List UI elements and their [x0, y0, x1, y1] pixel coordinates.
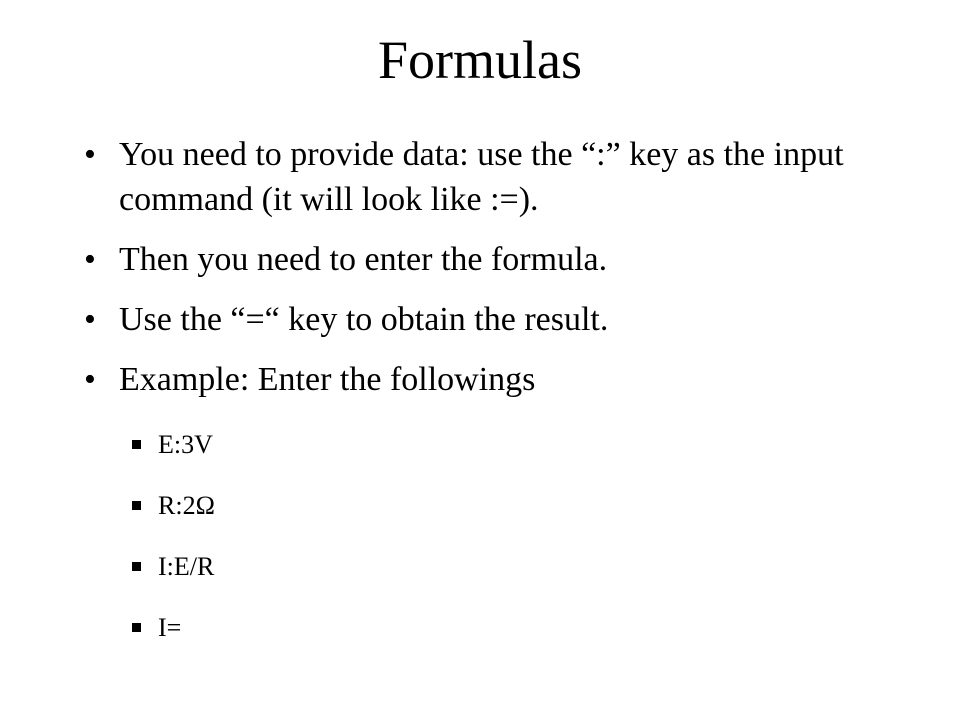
sub-bullet-item [130, 428, 215, 462]
sub-bullet-text: I:E/R [158, 552, 215, 581]
bullet-dot-icon: • [84, 136, 96, 173]
bullet-item [84, 237, 884, 282]
sub-bullet-text: R:2Ω [158, 491, 215, 520]
bullet-item [84, 357, 884, 402]
sub-bullet-text: E:3V [158, 430, 213, 459]
sub-bullet-item [130, 611, 215, 645]
sub-bullet-text: I= [158, 613, 182, 642]
square-bullet-icon [132, 623, 141, 632]
bullet-item [84, 297, 884, 342]
slide-title: Formulas [377, 30, 582, 90]
square-bullet-icon [132, 440, 141, 449]
sub-bullet-item [130, 550, 215, 584]
bullet-dot-icon: • [84, 361, 96, 398]
square-bullet-icon [132, 562, 141, 571]
bullet-text: You need to provide data: use the “:” key as the input command (it will look like :=). [119, 136, 844, 218]
bullet-text: Use the “=“ key to obtain the result. [119, 301, 609, 338]
bullet-item [84, 132, 884, 222]
bullet-list [84, 132, 884, 417]
bullet-dot-icon: • [84, 301, 96, 338]
bullet-dot-icon: • [84, 241, 96, 278]
square-bullet-icon [132, 501, 141, 510]
bullet-text: Then you need to enter the formula. [119, 241, 608, 278]
sub-bullet-list [130, 428, 215, 672]
sub-bullet-item [130, 489, 215, 523]
bullet-text: Example: Enter the followings [119, 361, 536, 398]
